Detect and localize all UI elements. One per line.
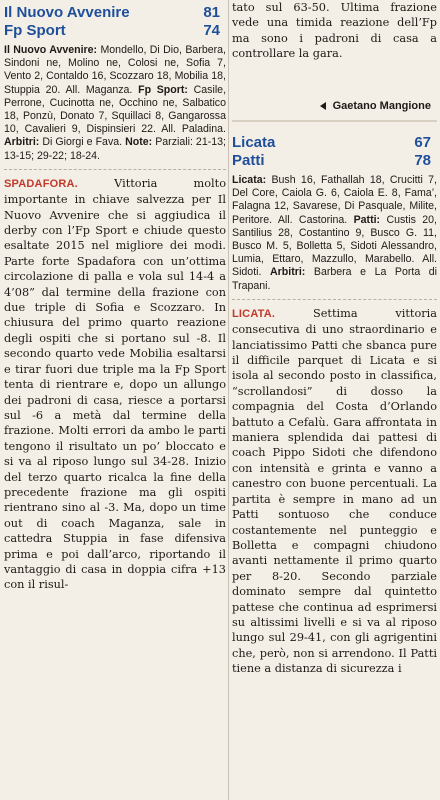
game1-article-continuation: tato sul 63-50. Ultima frazione vede una timida reazione dell’Fp ma sono i padroni di casa a controllare la gara. [232, 1, 437, 61]
game1-article [4, 176, 226, 593]
game1-team2-label: Fp Sport: [138, 83, 188, 96]
game2-dateline: LICATA. [232, 307, 276, 320]
game2-team1-score: 67 [414, 134, 431, 151]
game1-referees-label: Arbitri: [4, 136, 40, 149]
game2-box-score [232, 174, 437, 293]
game1-team2-roster: Casile, Perrone, Cucinotta ne, Occhino ne, Salbatico 18, Ponzù, Donato 7, Squillaci 8, Gangarossa 10, Cavalieri 9, Dispinsieri 22. All. Paladina. [4, 83, 226, 136]
game1-team2-row [4, 22, 226, 40]
game2-team1-roster: Bush 16, Fathallah 18, Crucitti 7, Del Core, Caiola G. 6, Caiola E. 8, Fama’, Falagna 12, Savarese, Di Pasquale, Milite, Peritore. All. Castorina. [232, 174, 437, 226]
game1-team1-score: 81 [203, 4, 220, 21]
game2-scoreboard [232, 130, 437, 170]
right-column-continuation-space [232, 0, 437, 96]
game2-team1-label: Licata: [232, 174, 267, 186]
game1-team1-row [4, 4, 226, 22]
game2-article [232, 306, 437, 677]
game2-team2-name: Patti [232, 152, 265, 169]
column-divider [228, 0, 229, 800]
game2-referees-label: Arbitri: [270, 266, 306, 279]
game2-article-body: Settima vittoria consecutiva di uno straordinario e lanciatissimo Patti che sbanca pure il difficile parquet di Licata e si isola al secondo posto in classifica, “scrollandosi” di dosso la compagnia del Costa d’Orlando battuto a Cefalù. Gara affrontata in maniera splendida dai pattesi di coach Pippo Sidoti che difendono con intensità e grinta e vanno a canestro con buone percentuali. La partita è sempre in mano ad un Patti sontuoso che conduce costantemente nel punteggio e Bolletta e compagni chiudono avanti nettamente il primo quarto per 8-20. Secondo parziale dominato sempre dal quintetto pattese che continua ad esprimersi su altissimi livelli e si va al riposo lungo sul 29-41, con gli agrigentini che, però, non si arrendono. Il Patti tiene a distanza di sicurezza i [232, 306, 437, 676]
section-divider [4, 169, 226, 170]
game2-team2-row [232, 152, 437, 170]
game1-notes-label: Note: [125, 136, 153, 149]
left-column [4, 0, 226, 800]
section-divider-2 [232, 120, 437, 122]
game1-author: Gaetano Mangione [332, 100, 431, 112]
game1-team2-name: Fp Sport [4, 22, 66, 39]
byline-arrow-icon [320, 102, 326, 110]
game1-notes: Parziali: 21-13; 13-15; 29-22; 18-24. [4, 136, 226, 162]
game1-team2-score: 74 [203, 22, 220, 39]
game1-referees: Di Giorgi e Fava. [42, 136, 123, 149]
game1-dateline: SPADAFORA. [4, 177, 78, 190]
section-divider-3 [232, 299, 437, 300]
right-column [232, 0, 437, 800]
game1-team1-roster: Mondello, Di Dio, Barbera, Sindoni ne, Molino ne, Colosi ne, Sofia 7, Vento 2, Contaldo 16, Scozzaro 18, Mobilia 18, Stuppia 20. All. Maganza. [4, 44, 226, 96]
game2-team1-row [232, 134, 437, 152]
game2-team2-score: 78 [414, 152, 431, 169]
game1-byline [232, 100, 431, 112]
game1-team1-label: Il Nuovo Avvenire: [4, 44, 98, 56]
game1-team1-name: Il Nuovo Avvenire [4, 4, 130, 21]
game1-article-body: Vittoria molto importante in chiave salvezza per Il Nuovo Avvenire che si aggiudica il derby con l’Fp Sport e chiude questo esaltate 2015 nel migliore dei modi. Parte forte Spadafora con un’ottima circolazione di palla e vola sul 14-4 a 4’08” dal termine della frazione con due triple di Sofia e Scozzaro. In chiusura del primo quarto reazione degli ospiti che si portano sul -8. Il secondo quarto vede Mobilia esaltarsi e tirar fuori due triple ma la Fp Sport tenta di rientrare e, dopo un allungo dei padroni di casa, riesce a portarsi sul -6 a metà dal termine della frazione. Molti errori da ambo le parti tengono il risultato un po’ bloccato e si va al riposo lungo sul 34-28. Inizio del terzo quarto ricalca la fine della precedente frazione ma gli ospiti rientrano sino al -3. Ma, dopo un time out di coach Maganza, sale in cattedra Stuppia in fase difensiva prima e poi dall’arco, riportando il vantaggio di casa in doppia cifra +13 con il risul- [4, 176, 226, 592]
game1-scoreboard [4, 0, 226, 40]
game2-team2-roster: Custis 20, Santilius 28, Costantino 9, Busco G. 11, Busco M. 5, Bolletta 5, Sidoti Alessandro, Lumia, Ettaro, Mazzullo, Marabello. All. Sidoti. [232, 213, 437, 279]
game2-referees: Barbera e La Porta di Trapani. [232, 266, 437, 292]
game2-team1-name: Licata [232, 134, 276, 151]
game2-team2-label: Patti: [353, 213, 381, 226]
game1-box-score [4, 44, 226, 163]
